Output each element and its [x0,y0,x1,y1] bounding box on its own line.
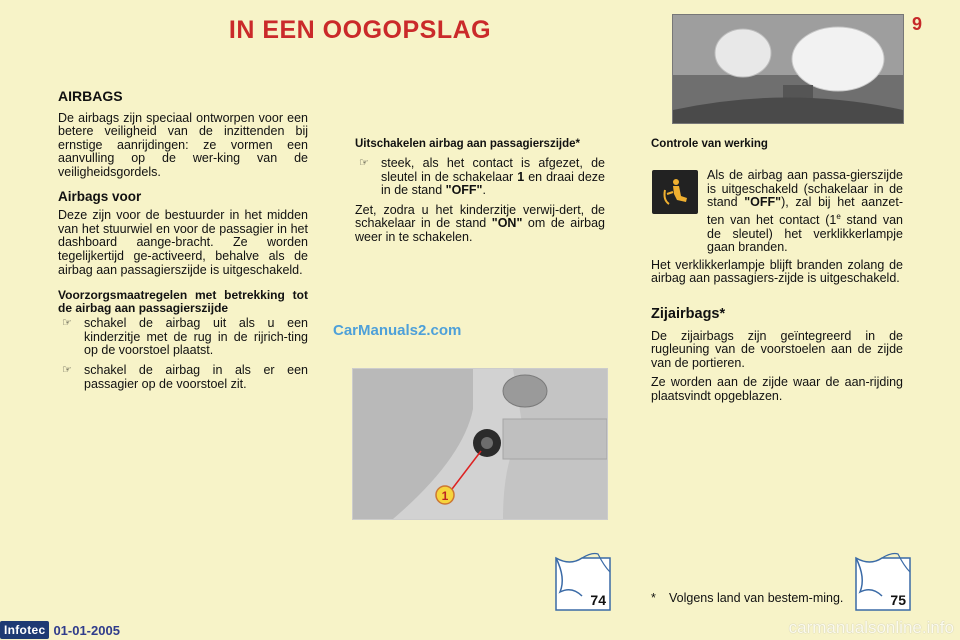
airbag-deployment-photo [672,14,904,124]
page-number: 9 [912,14,923,34]
page-title: IN EEN OOGOPSLAG [228,16,492,44]
disable-airbag-heading: Uitschakelen airbag aan passagierszijde* [355,138,580,150]
pointing-hand-icon: ☞ [62,363,72,376]
front-airbags-paragraph: Deze zijn voor de bestuurder in het midden van het stuurwiel en voor de passagier in het dashboard aange-bracht. Ze worden tegelijkertijd ge-activeerd, behalve als de airbag aan passagierszijde is uitgeschakeld. [58,208,308,277]
list-item-text: schakel de airbag in als er een passagier op de voorstoel zit. [84,362,308,391]
list-item-text: steek, als het contact is afgezet, de sleutel in de schakelaar 1 en draai deze in de stand "OFF". [381,156,605,198]
airbag-off-warning-icon [652,170,698,214]
side-airbags-paragraph-1: De zijairbags zijn geïntegreerd in de rugleuning van de voorstoelen aan de zijde van de portieren. [651,328,903,370]
precautions-heading: Voorzorgsmaatregelen met betrekking tot de airbag aan passagierszijde [58,288,308,316]
section-heading-airbags: AIRBAGS [58,88,123,104]
footnote-text: Volgens land van bestem-ming. [669,591,844,605]
side-airbags-paragraph-2: Ze worden aan de zijde waar de aan-rijding plaatsvindt opgeblazen. [651,375,903,403]
control-heading: Controle van werking [651,138,768,150]
reactivate-paragraph: Zet, zodra u het kinderzitje verwij-dert, de schakelaar in de stand "ON" om de airbag weer in te schakelen. [355,202,605,244]
list-item-text: schakel de airbag uit als u een kinderzitje met de rug in de rijrich-ting op de voorstoel plaatst. [84,316,308,358]
pointing-hand-icon: ☞ [359,157,369,169]
list-item [355,157,605,198]
side-airbags-heading: Zijairbags* [651,305,726,322]
prev-page-number: 74 [590,592,606,608]
middle-column [355,138,605,251]
left-column [58,90,308,397]
print-date: 01-01-2005 [53,622,120,638]
airbag-switch-photo [352,368,608,520]
prev-page-link[interactable] [552,552,614,612]
next-page-number: 75 [890,592,906,608]
intro-paragraph: De airbags zijn speciaal ontworpen voor een betere veiligheid van de inzittenden bij ernstige aanrijdingen: ze vormen een aanvulling op de wer-king van de veiligheidsgordels. [58,110,308,179]
footnote [651,592,851,605]
callout-label: 1 [441,489,449,503]
watermark-link[interactable]: CarManuals2.com [333,322,462,339]
control-paragraph-2: Het verklikkerlampje blijft branden zolang de airbag aan passagiers-zijde is uitgeschakeld. [651,257,903,286]
source-watermark: carmanualsonline.info [788,618,954,637]
footer [0,620,120,640]
list-item [58,317,308,358]
next-page-link[interactable] [852,552,914,612]
section-heading-front-airbags: Airbags voor [58,188,142,204]
control-paragraph: Als de airbag aan passa-gierszijde is uitgeschakeld (schakelaar in de stand "OFF"), zal bij het aanzet-ten van het contact (1e stand van de sleutel) het verklikkerlampje gaan branden. [707,168,903,255]
pointing-hand-icon: ☞ [62,317,72,330]
footnote-marker: * [651,591,656,605]
list-item [58,364,308,391]
infotec-logo: Infotec [0,621,49,639]
